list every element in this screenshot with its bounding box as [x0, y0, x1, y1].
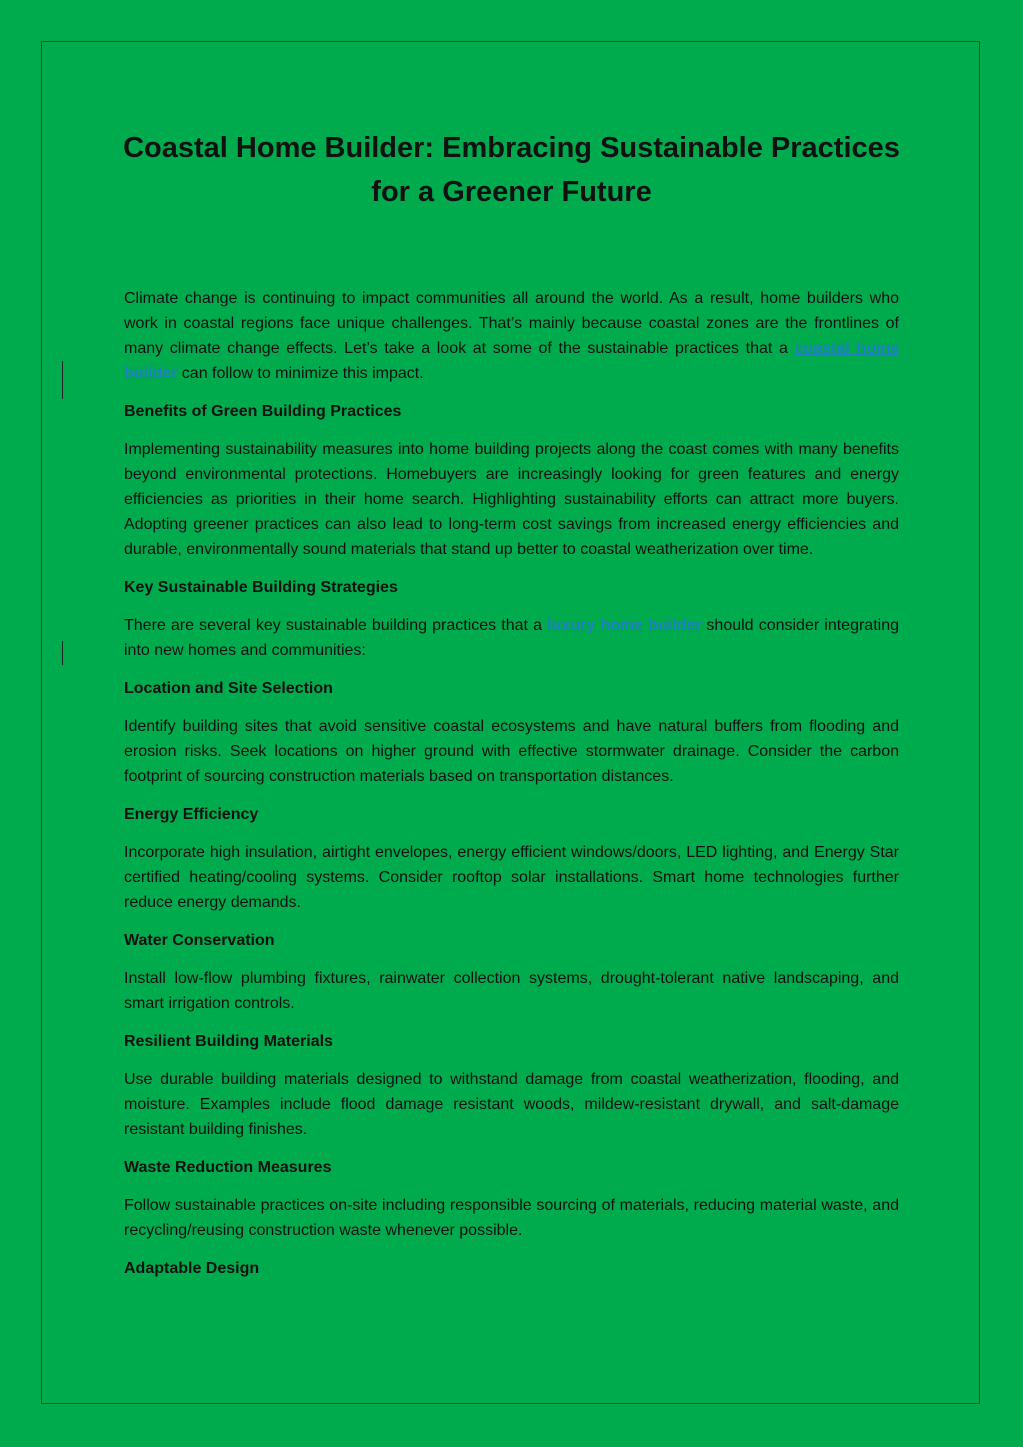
coastal-home-builder-link[interactable]: coastal home builder	[124, 340, 899, 382]
document-body	[124, 286, 899, 1294]
page-title: Coastal Home Builder: Embracing Sustainable Practices for a Greener Future	[123, 132, 900, 208]
waste-paragraph: Follow sustainable practices on-site including responsible sourcing of materials, reducing material waste, and recycling/reusing construction waste whenever possible.	[124, 1197, 899, 1239]
strategies-text-end: should consider integrating into new homes and communities:	[124, 617, 899, 659]
benefits-heading: Benefits of Green Building Practices	[124, 403, 402, 420]
location-paragraph: Identify building sites that avoid sensitive coastal ecosystems and have natural buffers from flooding and erosion risks. Seek locations on higher ground with effective stormwater drainage. Consider the carbon footprint of sourcing construction materials based on transportation distances.	[124, 718, 899, 785]
materials-paragraph: Use durable building materials designed to withstand damage from coastal weatherization, flooding, and moisture. Examples include flood damage resistant woods, mildew-resistant drywall, and salt-damage resistant building finishes.	[124, 1071, 899, 1138]
waste-heading: Waste Reduction Measures	[124, 1159, 332, 1176]
water-paragraph: Install low-flow plumbing fixtures, rainwater collection systems, drought-tolerant native landscaping, and smart irrigation controls.	[124, 970, 899, 1012]
water-heading: Water Conservation	[124, 932, 275, 949]
strategies-paragraph	[124, 613, 899, 663]
intro-text: Climate change is continuing to impact communities all around the world. As a result, home builders who work in coastal regions face unique challenges. That’s mainly because coastal zones are the frontlines of many climate change effects. Let’s take a look at some of the sustainable practices that a	[124, 290, 899, 357]
change-bar	[62, 641, 63, 665]
location-heading: Location and Site Selection	[124, 680, 333, 697]
energy-paragraph: Incorporate high insulation, airtight envelopes, energy efficient windows/doors, LED lighting, and Energy Star certified heating/cooling systems. Consider rooftop solar installations. Smart home technologies further reduce energy demands.	[124, 844, 899, 911]
adaptable-heading: Adaptable Design	[124, 1260, 260, 1277]
materials-heading: Resilient Building Materials	[124, 1033, 333, 1050]
change-bar	[62, 361, 63, 399]
intro-text-end: can follow to minimize this impact.	[177, 365, 424, 382]
luxury-home-builder-link[interactable]: luxury home builder	[547, 617, 702, 634]
strategies-text: There are several key sustainable building practices that a	[124, 617, 548, 634]
strategies-heading: Key Sustainable Building Strategies	[124, 579, 398, 596]
benefits-paragraph: Implementing sustainability measures into home building projects along the coast comes with many benefits beyond environmental protections. Homebuyers are increasingly looking for green features and energy efficiencies as priorities in their home search. Highlighting sustainability efforts can attract more buyers. Adopting greener practices can also lead to long-term cost savings from increased energy efficiencies and durable, environmentally sound materials that stand up better to coastal weatherization over time.	[124, 441, 899, 558]
energy-heading: Energy Efficiency	[124, 806, 259, 823]
intro-paragraph	[124, 286, 899, 386]
